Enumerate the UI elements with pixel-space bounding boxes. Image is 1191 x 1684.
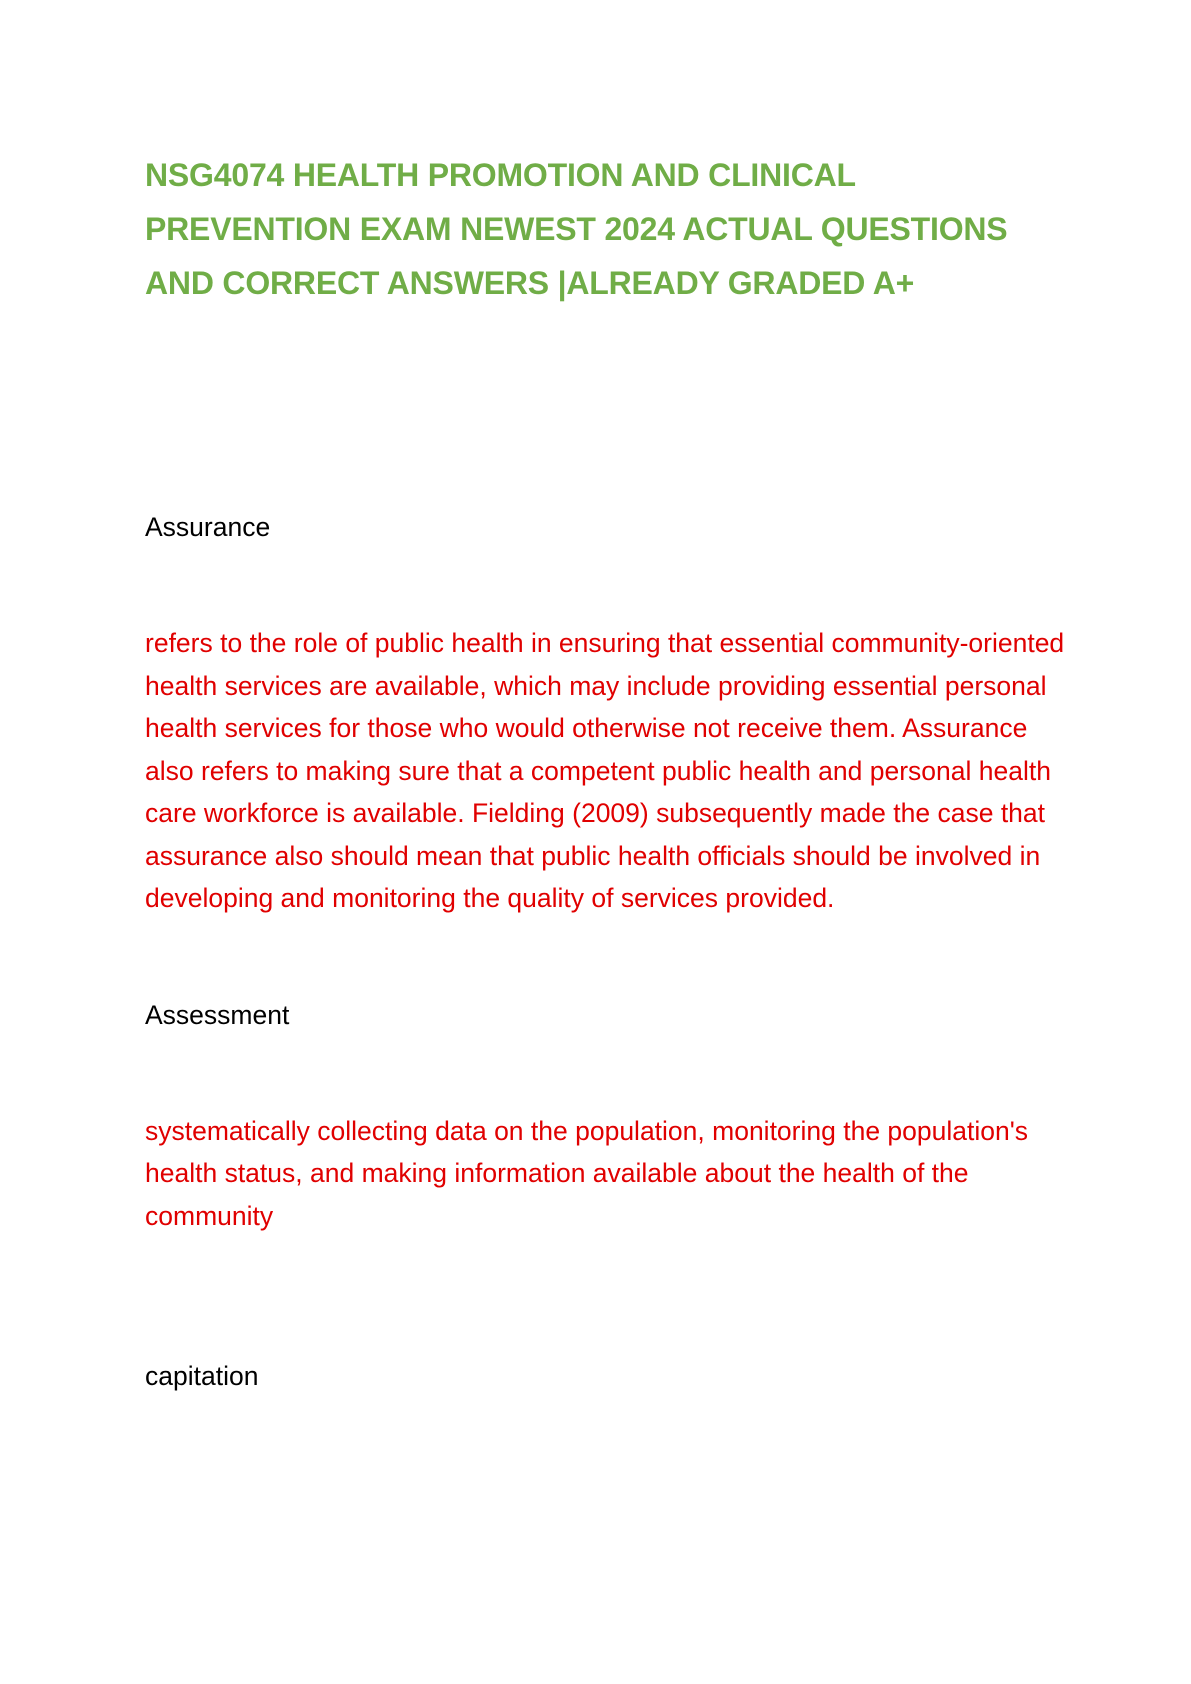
term-assurance: Assurance <box>145 512 271 542</box>
document-content <box>145 148 1065 1397</box>
term-capitation: capitation <box>145 1361 259 1391</box>
document-title: NSG4074 HEALTH PROMOTION AND CLINICAL PREVENTION EXAM NEWEST 2024 ACTUAL QUESTIONS AND CORRECT ANSWERS |ALREADY GRADED A+ <box>145 157 1008 301</box>
term-assessment: Assessment <box>145 999 290 1030</box>
definition-assurance: refers to the role of public health in ensuring that essential community-oriented health services are available, which may include providing essential personal health services for those who would otherwise not receive them. Assurance also refers to making sure that a competent public health and personal health care workforce is available. Fielding (2009) subsequently made the case that assurance also should mean that public health officials should be involved in developing and monitoring the quality of services provided. <box>145 628 1065 913</box>
definition-assessment: systematically collecting data on the population, monitoring the population's health status, and making information available about the health of the community <box>145 1115 1029 1231</box>
